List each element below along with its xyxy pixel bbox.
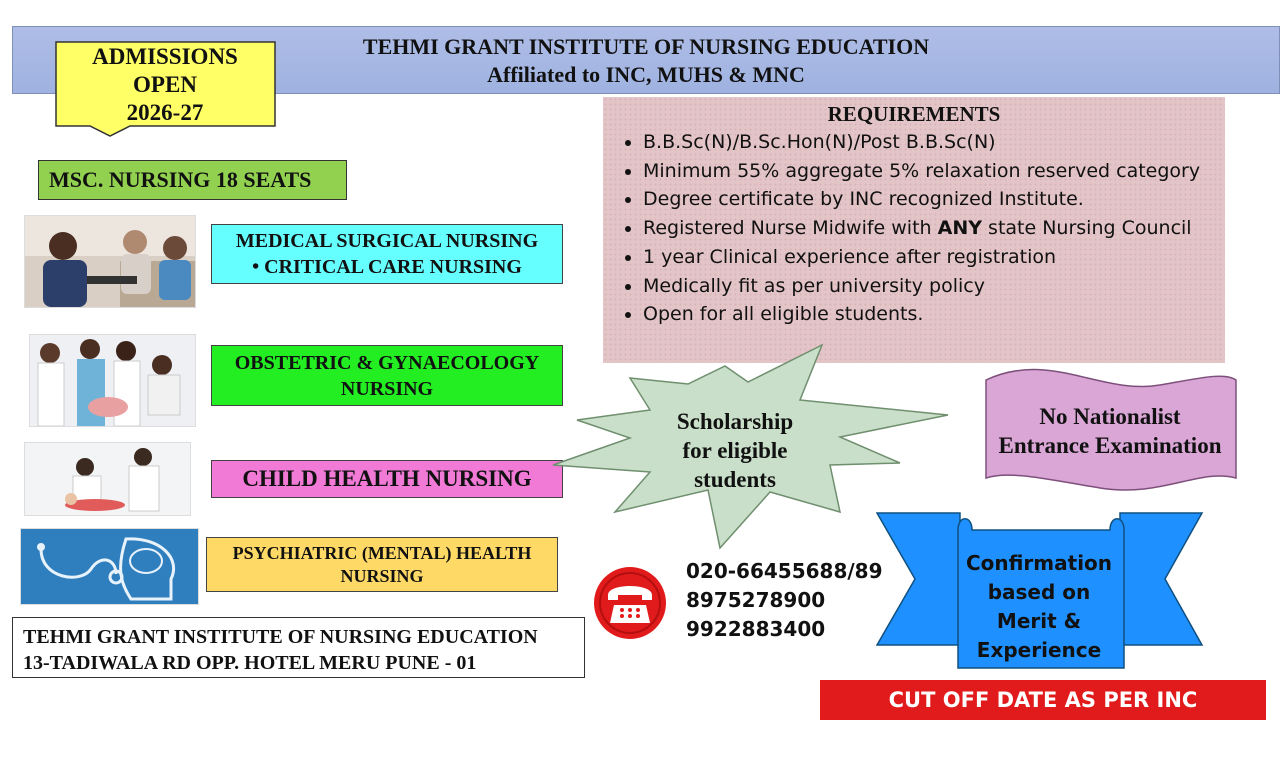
specialty-line: NURSING	[340, 377, 434, 400]
scholarship-line: for eligible	[682, 438, 788, 463]
confirmation-line: Merit &	[996, 609, 1082, 633]
seats-label: MSC. NURSING 18 SEATS	[38, 160, 347, 200]
phone-numbers	[686, 557, 883, 644]
page-title: TEHMI GRANT INSTITUTE OF NURSING EDUCATION	[362, 34, 930, 59]
scholarship-line: students	[694, 467, 776, 492]
nursing-team-photo	[29, 334, 196, 427]
specialty-child-health	[211, 460, 563, 498]
requirements-title: REQUIREMENTS	[827, 102, 1001, 126]
list-item: • Medically fit as per university policy	[643, 272, 1200, 301]
confirmation-line: Experience	[976, 638, 1102, 662]
list-item: • 1 year Clinical experience after registration	[643, 243, 1200, 272]
specialty-line: OBSTETRIC & GYNAECOLOGY	[234, 351, 540, 374]
admissions-callout	[55, 41, 275, 127]
nurse-patient-photo	[24, 215, 196, 308]
nationalist-line: No Nationalist	[1039, 404, 1181, 429]
admissions-line2: OPEN	[133, 72, 197, 97]
telephone-icon	[592, 565, 672, 645]
address-line: 13-TADIWALA RD OPP. HOTEL MERU PUNE - 01	[23, 652, 477, 674]
list-item: • Minimum 55% aggregate 5% relaxation reserved category	[643, 157, 1200, 186]
page-subtitle: Affiliated to INC, MUHS & MNC	[487, 62, 805, 87]
specialty-line: • CRITICAL CARE NURSING	[252, 256, 522, 278]
brain-stethoscope-photo	[20, 528, 199, 605]
scholarship-text	[650, 407, 820, 494]
child-care-photo	[24, 442, 191, 516]
nationalist-line: Entrance Examination	[998, 433, 1222, 458]
specialty-line: CHILD HEALTH NURSING	[242, 466, 532, 491]
address-line: TEHMI GRANT INSTITUTE OF NURSING EDUCATION	[23, 626, 538, 648]
specialty-medical-surgical	[211, 224, 563, 284]
confirmation-text	[955, 549, 1123, 665]
scholarship-line: Scholarship	[676, 409, 794, 434]
list-item-text: Registered Nurse Midwife with	[643, 217, 938, 240]
confirmation-line: Confirmation	[965, 551, 1113, 575]
list-item-text: state Nursing Council	[982, 217, 1192, 240]
confirmation-line: based on	[987, 580, 1091, 604]
list-item: • Open for all eligible students.	[643, 300, 1200, 329]
requirements-list	[603, 128, 1200, 329]
address-box	[12, 617, 585, 678]
list-item	[643, 214, 1200, 243]
list-item: • Degree certificate by INC recognized Institute.	[643, 185, 1200, 214]
specialty-line: MEDICAL SURGICAL NURSING	[235, 230, 539, 252]
admissions-line1: ADMISSIONS	[92, 44, 238, 69]
specialty-line: NURSING	[340, 565, 424, 586]
list-item: • B.B.Sc(N)/B.Sc.Hon(N)/Post B.B.Sc(N)	[643, 128, 1200, 157]
phone-number[interactable]: 020-66455688/89	[686, 559, 883, 583]
list-item-emphasis: ANY	[937, 217, 982, 240]
specialty-obstetric	[211, 345, 563, 406]
specialty-line: PSYCHIATRIC (MENTAL) HEALTH	[232, 542, 532, 563]
cutoff-banner: CUT OFF DATE AS PER INC 30/09/2026	[820, 680, 1266, 720]
phone-number[interactable]: 9922883400	[686, 617, 826, 641]
specialty-psychiatric	[206, 537, 558, 592]
phone-number[interactable]: 8975278900	[686, 588, 826, 612]
nationalist-text	[990, 402, 1230, 460]
admissions-year: 2026-27	[126, 100, 204, 125]
requirements-panel	[603, 97, 1225, 363]
